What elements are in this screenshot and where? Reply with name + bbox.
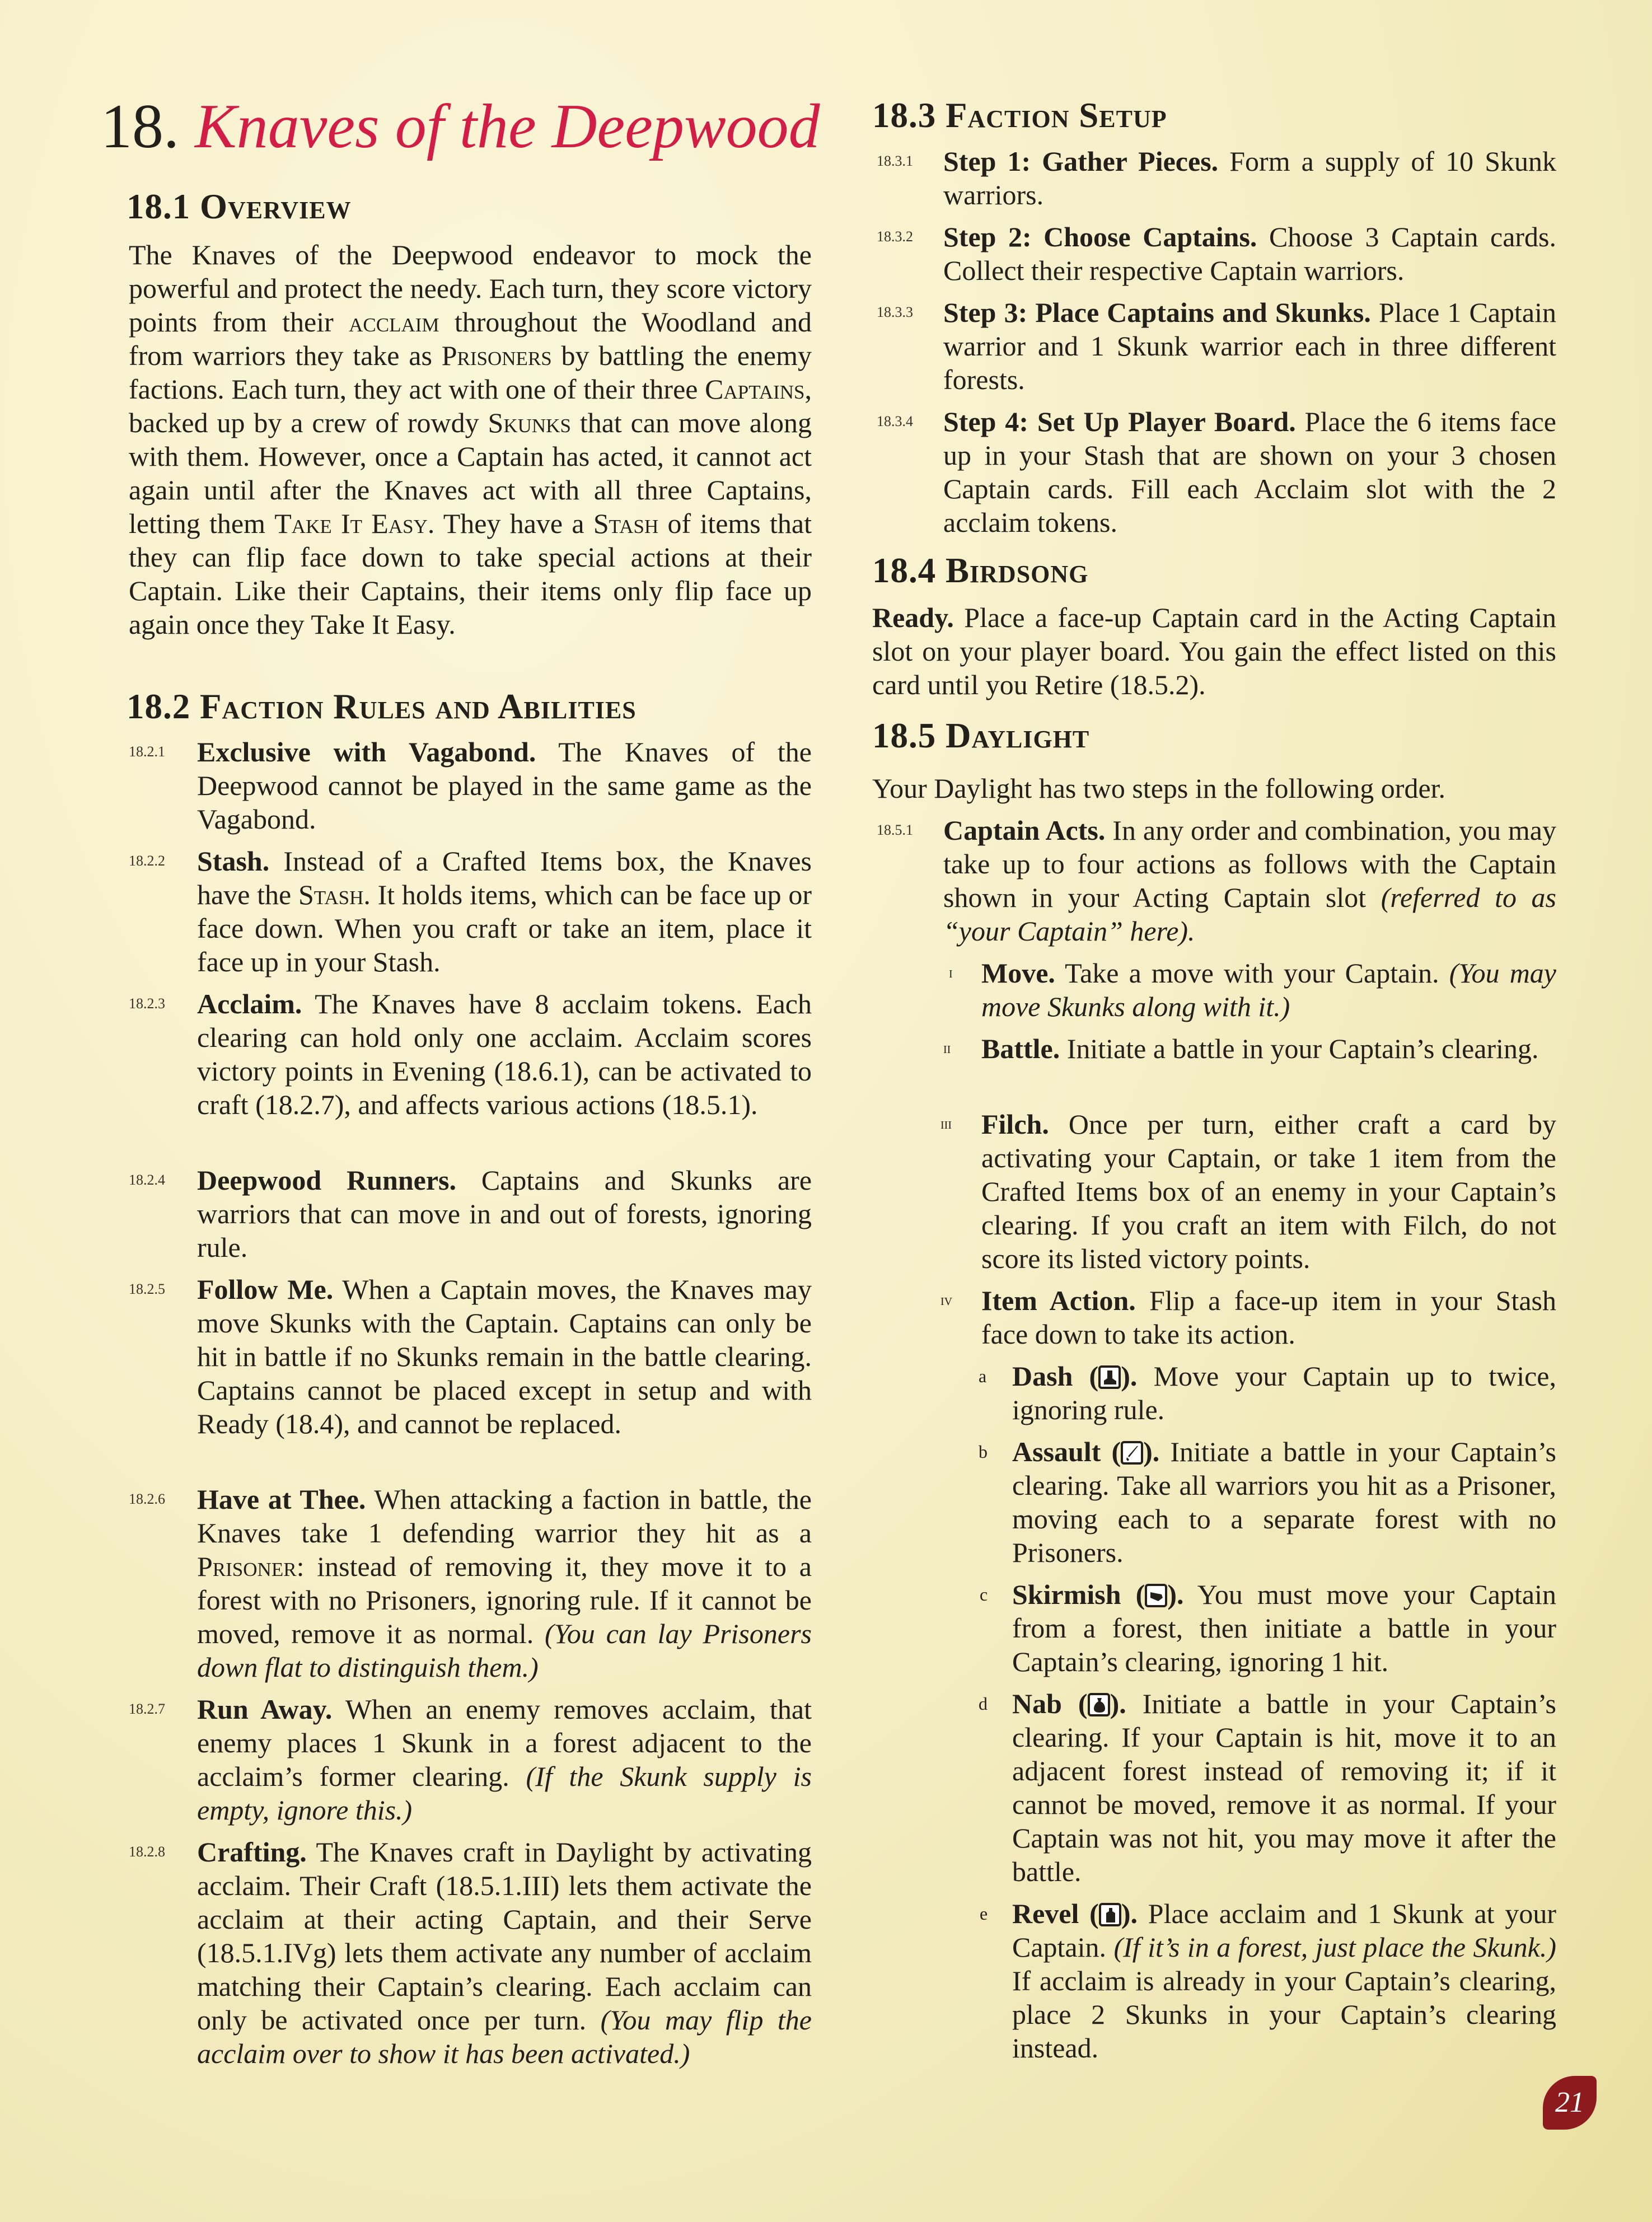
rule-title: Acclaim. [197, 988, 302, 1019]
action-title: Battle. [981, 1033, 1060, 1064]
section-heading [127, 188, 812, 226]
section-18-3 [872, 96, 1556, 135]
item-letter: d [979, 1694, 988, 1714]
action-numeral: ii [943, 1040, 951, 1057]
overview-text-3: by battling the enemy factions. Each turn, they act with one of their three [129, 340, 812, 405]
action-numeral: iii [940, 1115, 952, 1133]
rule-number: 18.2.5 [129, 1281, 165, 1297]
action-filch [872, 1107, 1556, 1275]
section-title: Faction Setup [946, 96, 1167, 135]
item-action-skirmish: c Skirmish ( ). You must move your Captain from a forest, then initiate a battle in your Captain’s clearing, ignoring 1 hit. [980, 1579, 1556, 1677]
rule-18-2-4 [129, 1163, 812, 1264]
rule-note: (You can lay Prisoners down flat to distinguish them.) [197, 1618, 812, 1683]
item-letter: c [980, 1584, 988, 1604]
overview-text-4: , backed up by a crew of rowdy [129, 373, 812, 438]
boot-icon [1098, 1365, 1121, 1389]
daylight-intro: Your Daylight has two steps in the following order. [872, 773, 1446, 804]
section-18-5 [872, 717, 1556, 755]
item-title: Assault ( [1012, 1436, 1121, 1467]
rule-number: 18.3.3 [877, 304, 913, 320]
rule-title: Step 1: Gather Pieces. [943, 146, 1219, 177]
rule-text: Captains and Skunks are warriors that can move in and out of forests, ignoring rule. [197, 1164, 812, 1263]
term-take-it-easy: Take It Easy [274, 508, 428, 539]
rule-note: (If the Skunk supply is empty, ignore this.) [197, 1761, 812, 1826]
rule-text: Place the 6 items face up in your Stash that are shown on your 3 chosen Captain cards. Fill each Acclaim slot with the 2 acclaim tokens. [943, 406, 1557, 538]
item-title: Revel ( [1012, 1898, 1099, 1929]
rule-18-2-6 [129, 1482, 812, 1684]
item-title: Nab ( [1012, 1688, 1088, 1719]
rule-number: 18.3.1 [877, 153, 913, 169]
rule-number: 18.2.2 [129, 853, 165, 869]
term-acclaim: acclaim [349, 306, 439, 338]
rule-18-5-1 [872, 813, 1556, 948]
rule-text-cont: : instead of removing it, they move it to a forest with no Prisoners, ignoring rule. If it cannot be moved, remove it as normal. [197, 1551, 812, 1649]
section-18-2 [127, 687, 812, 726]
tea-icon [1099, 1903, 1121, 1926]
item-title: Dash ( [1012, 1360, 1099, 1392]
section-heading [872, 717, 1556, 755]
term-stash: Stash [298, 879, 364, 910]
rule-title: Have at Thee. [197, 1484, 366, 1515]
section-number: 18.5 [872, 716, 937, 755]
term-skunks: Skunks [488, 407, 571, 438]
rule-18-3-2 [872, 220, 1556, 287]
rule-18-2-8 [129, 1835, 812, 2070]
item-text: You must move your Captain from a forest, then initiate a battle in your Captain’s clearing, ignoring 1 hit. [1012, 1579, 1556, 1677]
action-numeral: iv [940, 1292, 953, 1309]
rule-18-3-1 [872, 144, 1556, 212]
term-prisoners: Prisoners [441, 340, 552, 371]
action-title: Filch. [981, 1108, 1049, 1140]
rule-18-2-2 [129, 844, 812, 979]
section-number: 18.3 [872, 96, 937, 135]
section-title: Faction Rules and Abilities [200, 687, 637, 726]
overview-paragraph [129, 238, 812, 641]
rule-text: When an enemy removes acclaim, that enemy places 1 Skunk in a forest adjacent to the acclaim’s former clearing. [197, 1694, 812, 1792]
item-letter: b [979, 1442, 988, 1462]
overview-text-6: . They have a [427, 508, 584, 539]
section-18-1 [127, 188, 812, 226]
section-number: 18.2 [127, 687, 191, 726]
birdsong-ready [872, 601, 1556, 701]
rule-number: 18.5.1 [877, 822, 913, 838]
item-letter: e [980, 1903, 988, 1924]
rule-text: Place a face-up Captain card in the Acting Captain slot on your player board. You gain the effect listed on this card until you Retire (18.5.2). [872, 602, 1557, 700]
rule-text: Choose 3 Captain cards. Collect their respective Captain warriors. [943, 221, 1556, 286]
section-18-4 [872, 551, 1556, 590]
page-number-badge [1543, 2076, 1597, 2130]
section-title: Birdsong [946, 551, 1089, 590]
bag-icon [1088, 1693, 1110, 1716]
item-action-dash: a Dash ( ). Move your Captain up to twice, ignoring rule. [979, 1360, 1556, 1425]
item-text: Place acclaim and 1 Skunk at your Captain. [1012, 1898, 1556, 1963]
rule-title: Ready. [872, 602, 954, 633]
term-stash: Stash [593, 508, 659, 539]
rule-number: 18.3.4 [877, 413, 913, 429]
rule-18-3-3 [872, 296, 1556, 396]
rule-text: In any order and combination, you may take up to four actions as follows with the Captain shown in your Acting Captain slot [943, 815, 1556, 913]
rule-text: When a Captain moves, the Knaves may move Skunks with the Captain. Captains can only be hit in battle if no Skunks remain in the battle clearing. Captains cannot be placed except in setup and with Ready (18.4), and cannot be replaced. [197, 1274, 812, 1439]
sword-icon [1121, 1441, 1143, 1465]
rule-title: Follow Me. [197, 1274, 334, 1305]
rule-note: (You may flip the acclaim over to show it has been activated.) [197, 2004, 812, 2069]
item-letter: a [979, 1366, 987, 1386]
action-text: Initiate a battle in your Captain’s clearing. [1066, 1033, 1539, 1064]
item-text-cont: If acclaim is already in your Captain’s clearing, place 2 Skunks in your Captain’s clearing instead. [1012, 1965, 1556, 2064]
action-text: Take a move with your Captain. [1065, 957, 1439, 989]
rule-18-2-7 [129, 1692, 812, 1827]
rule-title: Deepwood Runners. [197, 1164, 456, 1196]
crossbow-icon [1145, 1584, 1167, 1607]
rule-number: 18.2.4 [129, 1172, 165, 1188]
rule-text: Form a supply of 10 Skunk warriors. [943, 146, 1556, 210]
section-number: 18.4 [872, 551, 937, 590]
rule-title: Exclusive with Vagabond. [197, 736, 536, 768]
item-text: Initiate a battle in your Captain’s clearing. If your Captain is hit, move it to an adjacent forest instead of removing it; if it cannot be moved, remove it as normal. If your Captain was not hit, you may move it after the battle. [1012, 1688, 1556, 1887]
item-text: Initiate a battle in your Captain’s clearing. Take all warriors you hit as a Prisoner, moving each to a separate forest with no Prisoners. [1012, 1436, 1556, 1568]
section-title: Overview [200, 187, 352, 226]
item-title: Skirmish ( [1012, 1579, 1145, 1610]
rule-title: Captain Acts. [943, 815, 1106, 846]
page-number: 21 [1555, 2087, 1584, 2118]
rule-number: 18.2.3 [129, 995, 165, 1012]
rule-text-cont: . It holds items, which can be face up or face down. When you craft or take an item, place it face up in your Stash. [197, 879, 812, 977]
item-action-assault: b Assault ( ). Initiate a battle in your Captain’s clearing. Take all warriors you hit as a Prisoner, moving each to a separate forest with no Prisoners. [979, 1436, 1556, 1568]
rule-text: When attacking a faction in battle, the Knaves take 1 defending warrior they hit as a [197, 1484, 812, 1549]
action-text: Once per turn, either craft a card by activating your Captain, or take 1 item from the Crafted Items box of an enemy in your Captain’s clearing. If you craft an item with Filch, do not score its listed victory points. [981, 1108, 1556, 1274]
rule-18-2-3 [129, 987, 812, 1121]
chapter-number: 18. [101, 92, 179, 161]
section-heading [127, 687, 812, 726]
rule-number: 18.3.2 [877, 228, 913, 245]
rule-text: Instead of a Crafted Items box, the Knaves have the [197, 845, 812, 910]
action-move [872, 956, 1556, 1023]
rule-text: The Knaves have 8 acclaim tokens. Each clearing can hold only one acclaim. Acclaim scores victory points in Evening (18.6.1), can be activated to craft (18.2.7), and affects various actions (18.5.1). [197, 988, 812, 1120]
rule-number: 18.2.1 [129, 743, 165, 760]
rule-text: The Knaves craft in Daylight by activating acclaim. Their Craft (18.5.1.III) lets them activate the acclaim at their acting Captain, and their Serve (18.5.1.IVg) lets them activate any number of acclaim matching their Captain’s clearing. Each acclaim can only be activated once per turn. [197, 1836, 812, 2036]
item-text: Move your Captain up to twice, ignoring rule. [1012, 1360, 1556, 1425]
rule-note: (referred to as “your Captain” here). [943, 882, 1556, 947]
overview-text-5: that can move along with them. However, once a Captain has acted, it cannot act again until after the Knaves act with all three Captains, letting them [129, 407, 812, 539]
action-battle [872, 1032, 1556, 1065]
rule-title: Stash. [197, 845, 270, 877]
rule-number: 18.2.8 [129, 1844, 165, 1860]
action-item [872, 1284, 1556, 1351]
action-title: Move. [981, 957, 1055, 989]
item-note: (If it’s in a forest, just place the Skunk.) [1113, 1931, 1557, 1963]
rule-title: Step 2: Choose Captains. [943, 221, 1257, 252]
rule-number: 18.2.7 [129, 1701, 165, 1717]
section-heading [872, 551, 1556, 590]
rule-text: Place 1 Captain warrior and 1 Skunk warrior each in three different forests. [943, 297, 1557, 395]
rule-title: Run Away. [197, 1694, 333, 1725]
term-captains: Captains [705, 373, 805, 405]
item-action-nab: d Nab ( ). Initiate a battle in your Captain’s clearing. If your Captain is hit, move it to an adjacent forest instead of removing it; if it cannot be moved, remove it as normal. If your Captain was not hit, you may move it after the battle. [979, 1688, 1556, 1887]
item-action-revel: e Revel ( ). Place acclaim and 1 Skunk at your Captain. (If it’s in a forest, just place the Skunk.) If acclaim is already in your Captain’s clearing, place 2 Skunks in your Captain’s clearing instead. [980, 1898, 1557, 2064]
chapter-name: Knaves of the Deepwood [195, 92, 820, 161]
action-numeral: i [949, 964, 953, 981]
rule-18-2-1 [129, 735, 812, 836]
rule-title: Step 4: Set Up Player Board. [943, 406, 1296, 437]
action-note: (You may move Skunks along with it.) [981, 957, 1557, 1022]
rule-18-3-4 [872, 405, 1556, 539]
rule-title: Step 3: Place Captains and Skunks. [943, 297, 1371, 328]
overview-text-1: The Knaves of the Deepwood endeavor to mock the powerful and protect the needy. Each turn, they score victory points from their [129, 239, 812, 338]
action-title: Item Action. [981, 1285, 1136, 1316]
term-prisoner: Prisoner [197, 1551, 297, 1582]
overview-text-2: throughout the Woodland and from warriors they take as [129, 306, 812, 371]
rule-number: 18.2.6 [129, 1491, 165, 1507]
action-text: Flip a face-up item in your Stash face down to take its action. [981, 1285, 1557, 1350]
overview-text-7: of items that they can flip face down to take special actions at their Captain. Like their Captains, their items only flip face up again once they Take It Easy. [129, 508, 812, 640]
section-heading [872, 96, 1556, 135]
rule-18-2-5 [129, 1273, 812, 1440]
section-title: Daylight [946, 716, 1090, 755]
rule-text: The Knaves of the Deepwood cannot be played in the same game as the Vagabond. [197, 736, 812, 835]
rule-title: Crafting. [197, 1836, 307, 1868]
chapter-title [101, 92, 820, 161]
section-number: 18.1 [127, 187, 191, 226]
